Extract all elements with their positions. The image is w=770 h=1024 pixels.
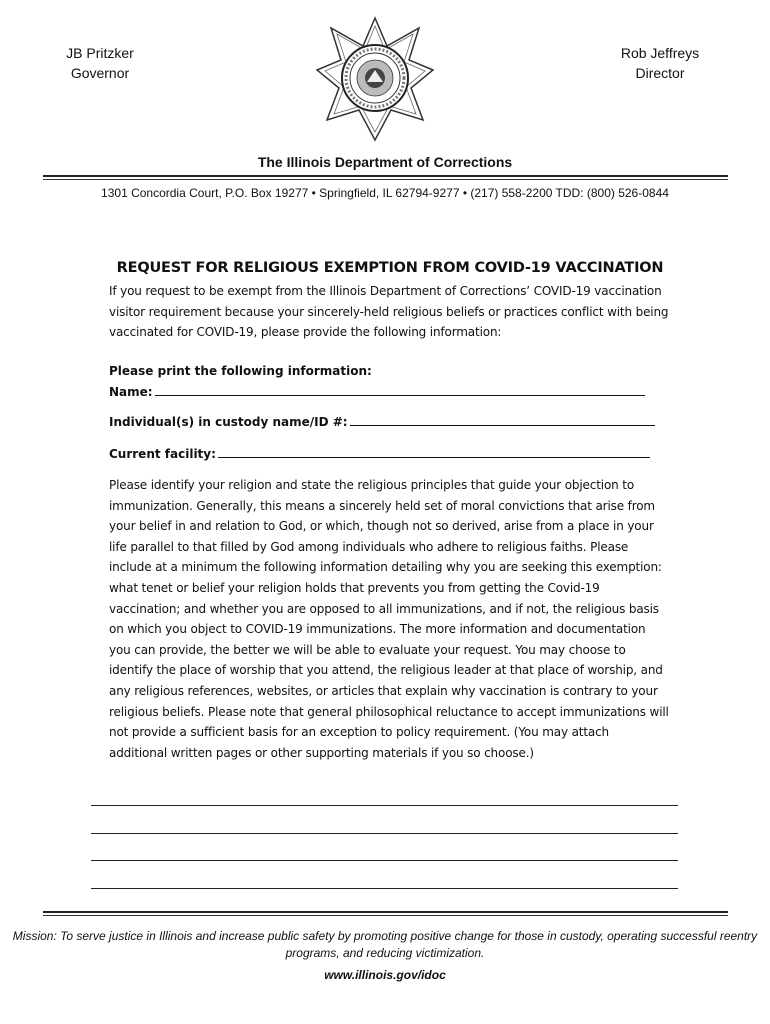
header-rule xyxy=(43,175,728,177)
idoc-star-badge-icon xyxy=(305,16,445,146)
facility-input-line[interactable] xyxy=(218,456,650,458)
mission-statement: Mission: To serve justice in Illinois and increase public safety by promoting positive change for those in custody, operating successful reentry programs, and reducing victimization. xyxy=(12,929,758,960)
form-title: REQUEST FOR RELIGIOUS EXEMPTION FROM COVID-19 VACCINATION xyxy=(116,260,664,276)
instructions-paragraph: Please identify your religion and state the religious principles that guide your objection to immunization. Generally, this means a sincerely held set of moral convictions that arise from your belief in and relation to God, or which, though not so derived, arise from a place in your life parallel to that filled by God among individuals who adhere to religious faiths. Please include at a minimum the following information detailing why you are seeking this exemption: what tenet or belief your religion holds that prevents you from getting the Covid-19 vaccination; and whether you are opposed to all immunizations, and if not, the religious basis on which you object to COVID-19 immunizations. The more information and documentation you can provide, the better we will be able to evaluate your request. You may choose to identify the place of worship that you attend, the religious leader at that place of worship, and any religious references, websites, or articles that explain why vaccination is contrary to your religious beliefs. Please note that general philosophical reluctance to accept immunizations will not provide a sufficient basis for an exception to policy requirement. (You may attach additional written pages or other supporting materials if you so choose.) xyxy=(109,478,669,760)
facility-label: Current facility: xyxy=(109,447,216,461)
governor-name: JB Pritzker xyxy=(66,45,134,61)
name-label: Name: xyxy=(109,385,153,399)
print-heading: Please print the following information: xyxy=(109,364,372,378)
intro-paragraph: If you request to be exempt from the Illinois Department of Corrections’ COVID-19 vaccination visitor requirement because your sincerely-held religious beliefs or practices conflict with being vaccinated for COVID-19, please provide the following information: xyxy=(109,284,669,340)
director-name: Rob Jeffreys xyxy=(620,45,700,61)
custody-field[interactable] xyxy=(109,415,655,429)
governor-title: Governor xyxy=(70,65,130,81)
director-title: Director xyxy=(635,65,685,81)
governor-block xyxy=(40,43,160,83)
header-rule-thin xyxy=(43,179,728,180)
website-link[interactable]: www.illinois.gov/idoc xyxy=(324,968,446,982)
director-block xyxy=(590,43,730,83)
answer-line-1[interactable] xyxy=(91,805,678,806)
custody-label: Individual(s) in custody name/ID #: xyxy=(109,415,348,429)
answer-line-4[interactable] xyxy=(91,888,678,889)
custody-input-line[interactable] xyxy=(350,424,655,426)
footer-rule xyxy=(43,911,728,913)
answer-line-3[interactable] xyxy=(91,860,678,861)
name-field[interactable] xyxy=(109,385,645,399)
footer-rule-thin xyxy=(43,915,728,916)
facility-field[interactable] xyxy=(109,447,650,461)
department-address: 1301 Concordia Court, P.O. Box 19277 • Springfield, IL 62794-9277 • (217) 558-2200 TDD: (800) 526-0844 xyxy=(101,186,669,200)
department-name: The Illinois Department of Corrections xyxy=(257,154,513,170)
name-input-line[interactable] xyxy=(155,394,645,396)
answer-line-2[interactable] xyxy=(91,833,678,834)
